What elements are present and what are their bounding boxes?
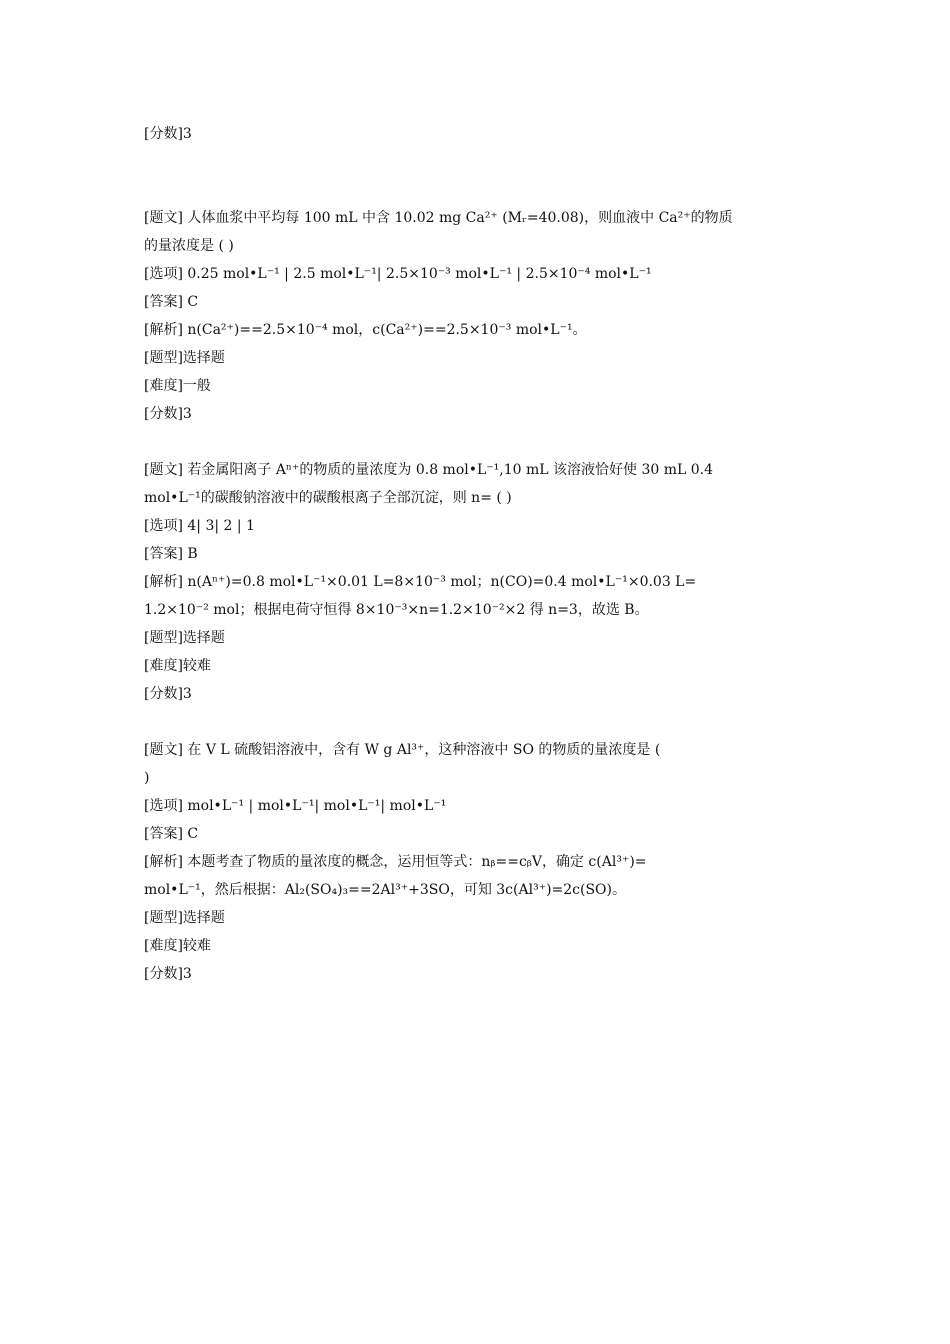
q1-stem-line1: [题文] 人体血浆中平均每 100 mL 中含 10.02 mg Ca²⁺ (Mᵣ=40.08)，则血液中 Ca²⁺的物质: [144, 210, 733, 226]
spacer: [144, 428, 806, 456]
q3-stem-line2: ): [144, 770, 150, 786]
q2-analysis-line2: 1.2×10⁻² mol；根据电荷守恒得 8×10⁻³×n=1.2×10⁻²×2 得 n=3，故选 B。: [144, 602, 649, 618]
q2-stem-line1: [题文] 若金属阳离子 Aⁿ⁺的物质的量浓度为 0.8 mol•L⁻¹,10 mL 该溶液恰好使 30 mL 0.4: [144, 462, 714, 478]
q1-stem-line2: 的量浓度是 ( ): [144, 238, 234, 254]
q3-difficulty: [难度]较难: [144, 938, 211, 954]
q3-type: [题型]选择题: [144, 910, 225, 926]
spacer: [144, 176, 806, 204]
q3-analysis-line2: mol•L⁻¹，然后根据：Al₂(SO₄)₃==2Al³⁺+3SO，可知 3c(Al³⁺)=2c(SO)。: [144, 882, 627, 898]
q1-options: [选项] 0.25 mol•L⁻¹ | 2.5 mol•L⁻¹| 2.5×10⁻³ mol•L⁻¹ | 2.5×10⁻⁴ mol•L⁻¹: [144, 266, 652, 282]
q1-type: [题型]选择题: [144, 350, 225, 366]
q1-score: [分数]3: [144, 406, 192, 422]
q2-type: [题型]选择题: [144, 630, 225, 646]
q2-stem-line2: mol•L⁻¹的碳酸钠溶液中的碳酸根离子全部沉淀，则 n= ( ): [144, 490, 512, 506]
q3-analysis-line1: [解析] 本题考查了物质的量浓度的概念，运用恒等式：nᵦ==cᵦV，确定 c(Al³⁺)=: [144, 854, 647, 870]
question-2: [144, 456, 806, 708]
spacer: [144, 708, 806, 736]
q2-options: [选项] 4| 3| 2 | 1: [144, 518, 255, 534]
q1-analysis: [解析] n(Ca²⁺)==2.5×10⁻⁴ mol，c(Ca²⁺)==2.5×10⁻³ mol•L⁻¹。: [144, 322, 587, 338]
q2-score: [分数]3: [144, 686, 192, 702]
q2-difficulty: [难度]较难: [144, 658, 211, 674]
spacer: [144, 148, 806, 176]
question-3: [144, 736, 806, 988]
q2-answer: [答案] B: [144, 546, 198, 562]
document-content: [144, 120, 806, 988]
q3-stem-line1: [题文] 在 V L 硫酸铝溶液中，含有 W g Al³⁺，这种溶液中 SO 的物质的量浓度是 (: [144, 742, 661, 758]
q1-difficulty: [难度]一般: [144, 378, 211, 394]
q3-answer: [答案] C: [144, 826, 199, 842]
q3-options: [选项] mol•L⁻¹ | mol•L⁻¹| mol•L⁻¹| mol•L⁻¹: [144, 798, 447, 814]
top-score: [分数]3: [144, 126, 192, 142]
question-1: [144, 204, 806, 428]
q3-score: [分数]3: [144, 966, 192, 982]
q1-answer: [答案] C: [144, 294, 199, 310]
q2-analysis-line1: [解析] n(Aⁿ⁺)=0.8 mol•L⁻¹×0.01 L=8×10⁻³ mol；n(CO)=0.4 mol•L⁻¹×0.03 L=: [144, 574, 697, 590]
